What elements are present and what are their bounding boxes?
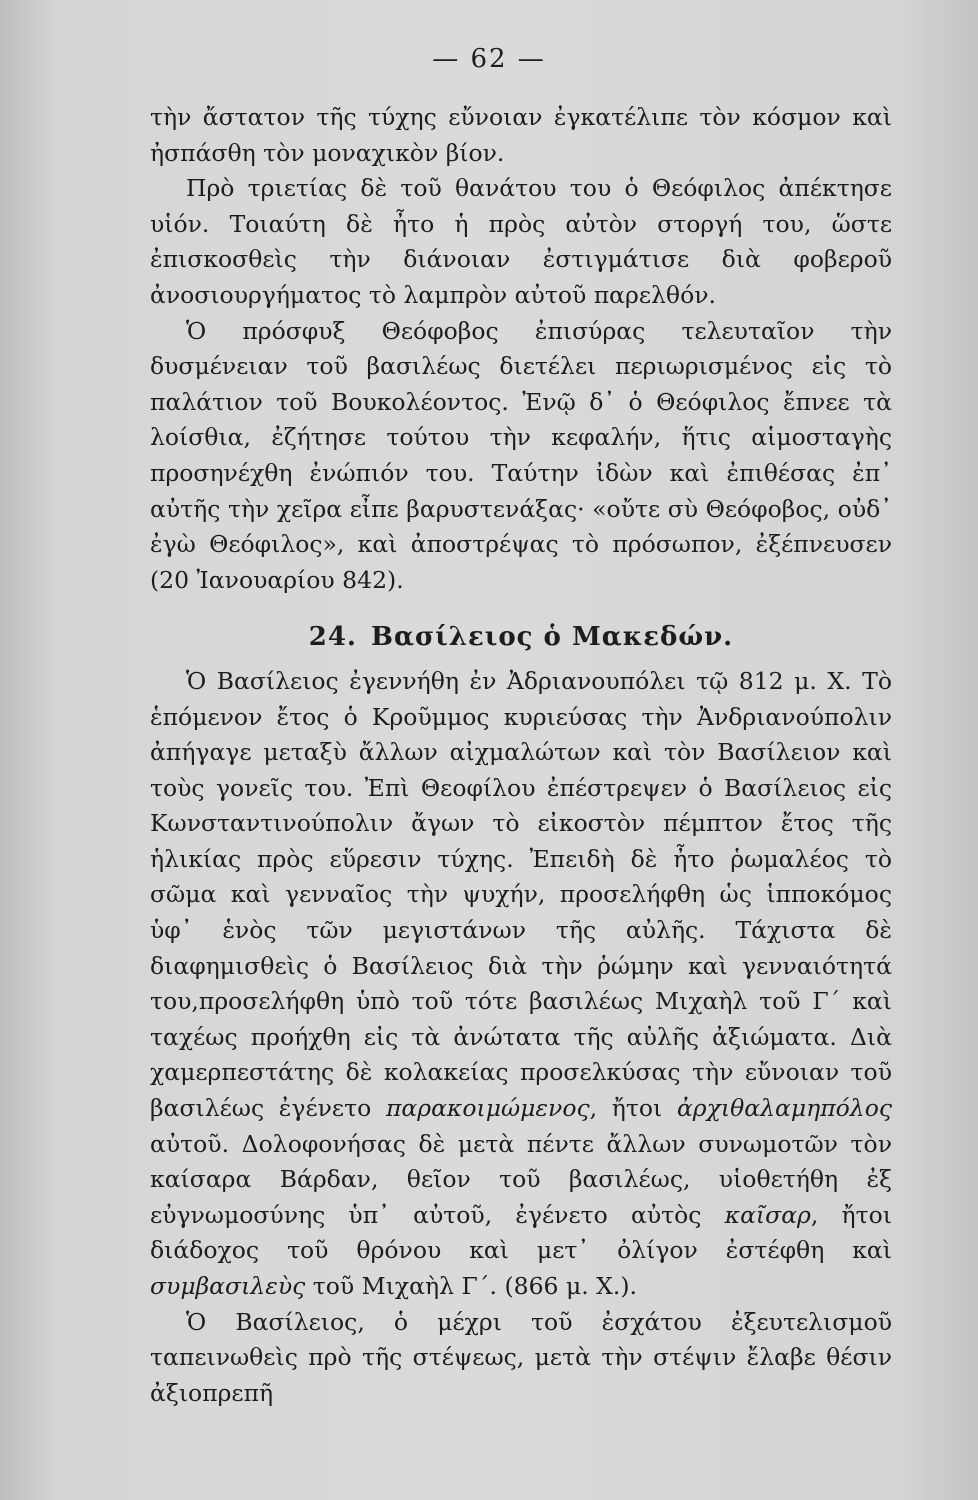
paragraph-text: Ὁ Βασίλειος ἐγεννήθη ἐν Ἀδριανουπόλει τῷ 812 μ. Χ. Τὸ ἑπόμενον ἔτος ὁ Κροῦμμος κυριεύσας τὴν Ἀνδριανούπολιν ἀπήγαγε μεταξὺ ἄλλων αἰχμαλώτων καὶ τὸν Βασίλειον καὶ τοὺς γονεῖς του. Ἐπὶ Θεοφίλου ἐπέστρεψεν ὁ Βασίλειος εἰς Κωνσταντινούπολιν ἄγων τὸ εἰκοστὸν πέμπτον ἔτος τῆς ἡλικίας πρὸς εὕρεσιν τύχης. Ἐπειδὴ δὲ ἦτο ῥωμαλέος τὸ σῶμα καὶ γενναῖος τὴν ψυχήν, προσελήφθη ὡς ἱπποκόμος ὑφ᾿ ἑνὸς τῶν μεγιστάνων τῆς αὐλῆς. Τάχιστα δὲ διαφημισθεὶς ὁ Βασίλειος διὰ τὴν ῥώμην καὶ γενναιότητά του,προσελήφθη ὑπὸ τοῦ τότε βασιλέως Μιχαὴλ τοῦ Γ΄ καὶ ταχέως προήχθη εἰς τὰ ἀνώτατα τῆς αὐλῆς ἀξιώματα. Διὰ χαμερπεστάτης δὲ κολακείας προσελκύσας τὴν εὔνοιαν τοῦ βασιλέως ἐγένετο [150,666,892,1123]
paragraph-continuation: τὴν ἄστατον τῆς τύχης εὔνοιαν ἐγκατέλιπε τὸν κόσμον καὶ ἠσπάσθη τὸν μοναχικὸν βίον. [150,103,892,167]
paragraph: Πρὸ τριετίας δὲ τοῦ θανάτου του ὁ Θεόφιλος ἀπέκτησε υἱόν. Τοιαύτη δὲ ἦτο ἡ πρὸς αὐτὸν στοργή του, ὥστε ἐπισκοσθεὶς τὴν διάνοιαν ἐστιγμάτισε διὰ φοβεροῦ ἀνοσιουργήματος τὸ λαμπρὸν αὐτοῦ παρελθόν. [150,174,892,309]
section-title: Βασίλειος ὁ Μακεδών. [370,622,734,653]
paragraph: Ὁ πρόσφυξ Θεόφοβος ἐπισύρας τελευταῖον τὴν δυσμένειαν τοῦ βασιλέως διετέλει περιωρισμένος εἰς τὸ παλάτιον τοῦ Βουκολέοντος. Ἐνῷ δ᾿ ὁ Θεόφιλος ἔπνεε τὰ λοίσθια, ἐζήτησε τούτου τὴν κεφαλήν, ἥτις αἱμοσταγὴς προσηνέχθη ἐνώπιόν του. Ταύτην ἰδὼν καὶ ἐπιθέσας ἐπ᾿ αὐτῆς τὴν χεῖρα εἶπε βαρυστενάξας· «οὔτε σὺ Θεόφοβος, οὐδ᾿ ἐγὼ Θεόφιλος», καὶ ἀποστρέψας τὸ πρόσωπον, ἐξέπνευσεν (20 Ἰανουαρίου 842). [150,316,892,594]
italic-term: παρακοιμώμενος [385,1094,590,1123]
paragraph: Ὁ Βασίλειος, ὁ μέχρι τοῦ ἐσχάτου ἐξευτελισμοῦ ταπεινωθεὶς πρὸ τῆς στέψεως, μετὰ τὴν στέψιν ἔλαβε θέσιν ἀξιοπρεπῆ [150,1307,892,1407]
italic-term: συμβασιλεὺς [150,1272,306,1300]
paragraph-text: , ἤτοι διάδοχος τοῦ θρόνου καὶ μετ᾿ ὀλίγον ἐστέφθη καὶ [150,1200,892,1265]
italic-term: ἀρχιθαλαμηπόλος [676,1094,893,1123]
section-heading [150,620,892,656]
page-body [150,100,892,1411]
page-number: — 62 — [432,44,546,74]
paragraph-text: αὐτοῦ. Δολοφονήσας δὲ μετὰ πέντε ἄλλων συνωμοτῶν τὸν καίσαρα Βάρδαν, θεῖον τοῦ βασιλέως, υἱοθετήθη ἐξ εὐγνωμοσύνης ὑπ᾿ αὐτοῦ, ἐγένετο αὐτὸς [150,1129,892,1229]
section-number: 24. [308,622,357,653]
paragraph-text: τοῦ Μιχαὴλ Γ΄. (866 μ. Χ.). [305,1272,638,1300]
paragraph [150,664,892,1305]
paragraph-text: , ἤτοι [589,1094,677,1123]
italic-term: καῖσαρ [724,1200,811,1229]
